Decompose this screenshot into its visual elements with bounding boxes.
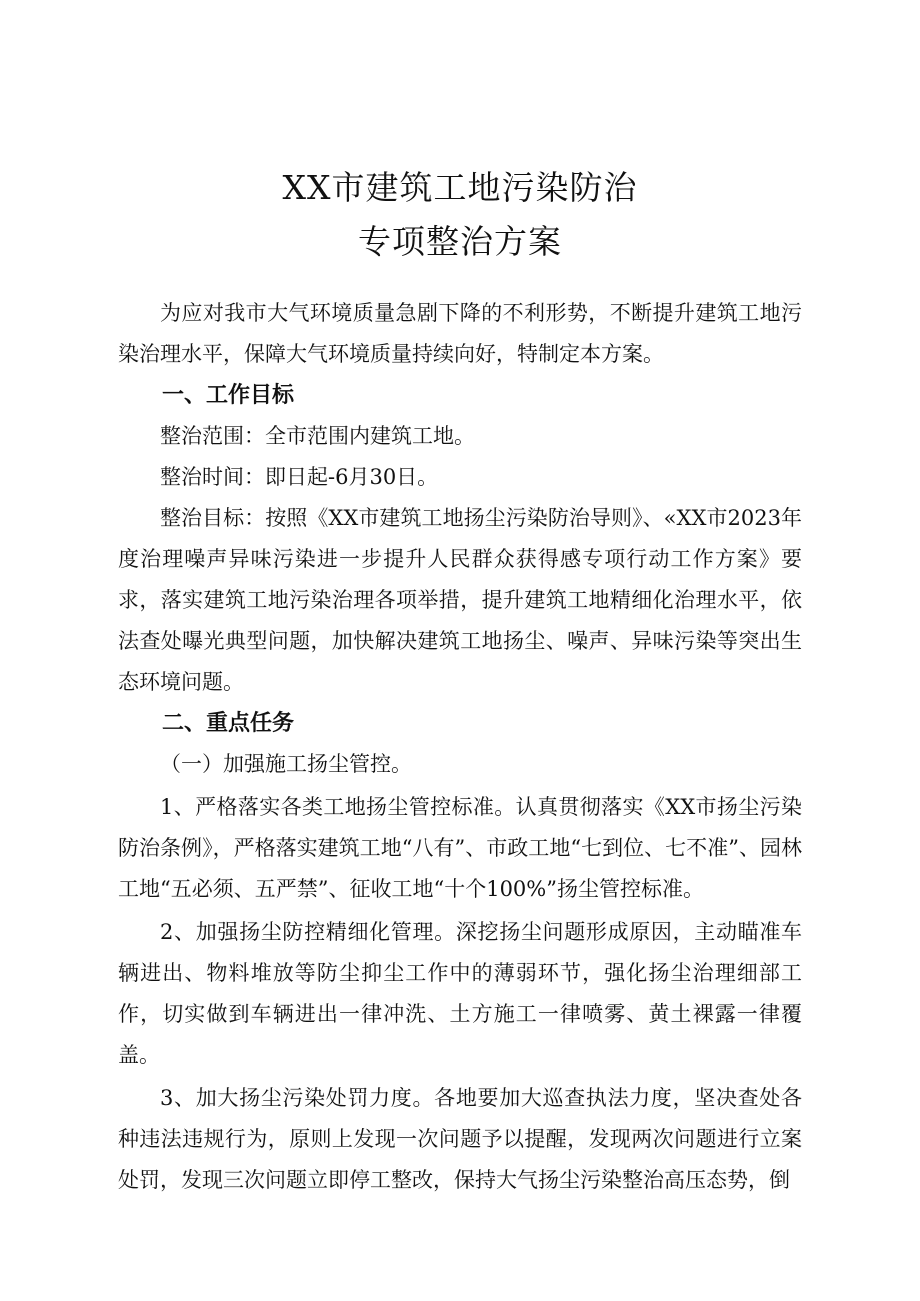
period-paragraph: 整治时间：即日起-6月30日。: [160, 465, 439, 489]
scope-paragraph: 整治范围：全市范围内建筑工地。: [160, 424, 475, 448]
goal-paragraph: 整治目标：按照《XX市建筑工地扬尘污染防治导则》、«XX市2023年度治理噪声异味污染进一步提升人民群众获得感专项行动工作方案》要求，落实建筑工地污染治理各项举措，提升建筑工地精细化治理水平，依法查处曝光典型问题，加快解决建筑工地扬尘、噪声、异味污染等突出生态环境问题。: [118, 506, 802, 694]
document-title-line1: XX市建筑工地污染防治: [282, 168, 638, 207]
task-item-3: 3、加大扬尘污染处罚力度。各地要加大巡查执法力度，坚决查处各种违法违规行为，原则上发现一次问题予以提醒，发现两次问题进行立案处罚，发现三次问题立即停工整改，保持大气扬尘污染整治高压态势，倒: [118, 1086, 802, 1192]
document-title-line2: 专项整治方案: [358, 222, 562, 261]
section1-heading: 一、工作目标: [162, 383, 295, 408]
intro-paragraph: 为应对我市大气环境质量急剧下降的不利形势，不断提升建筑工地污染治理水平，保障大气环境质量持续向好，特制定本方案。: [118, 301, 802, 366]
document-body: [118, 293, 802, 1201]
section2-heading: 二、重点任务: [162, 711, 295, 736]
task-item-2: 2、加强扬尘防控精细化管理。深挖扬尘问题形成原因，主动瞄准车辆进出、物料堆放等防尘抑尘工作中的薄弱环节，强化扬尘治理细部工作，切实做到车辆进出一律冲洗、土方施工一律喷雾、黄土裸露一律覆盖。: [118, 920, 802, 1067]
task-item-1: 1、严格落实各类工地扬尘管控标准。认真贯彻落实《XX市扬尘污染防治条例》，严格落实建筑工地“八有”、市政工地“七到位、七不准”、园林工地“五必须、五严禁”、征收工地“十个100%”扬尘管控标准。: [118, 795, 802, 901]
subsection1-heading: （一）加强施工扬尘管控。: [160, 752, 412, 776]
